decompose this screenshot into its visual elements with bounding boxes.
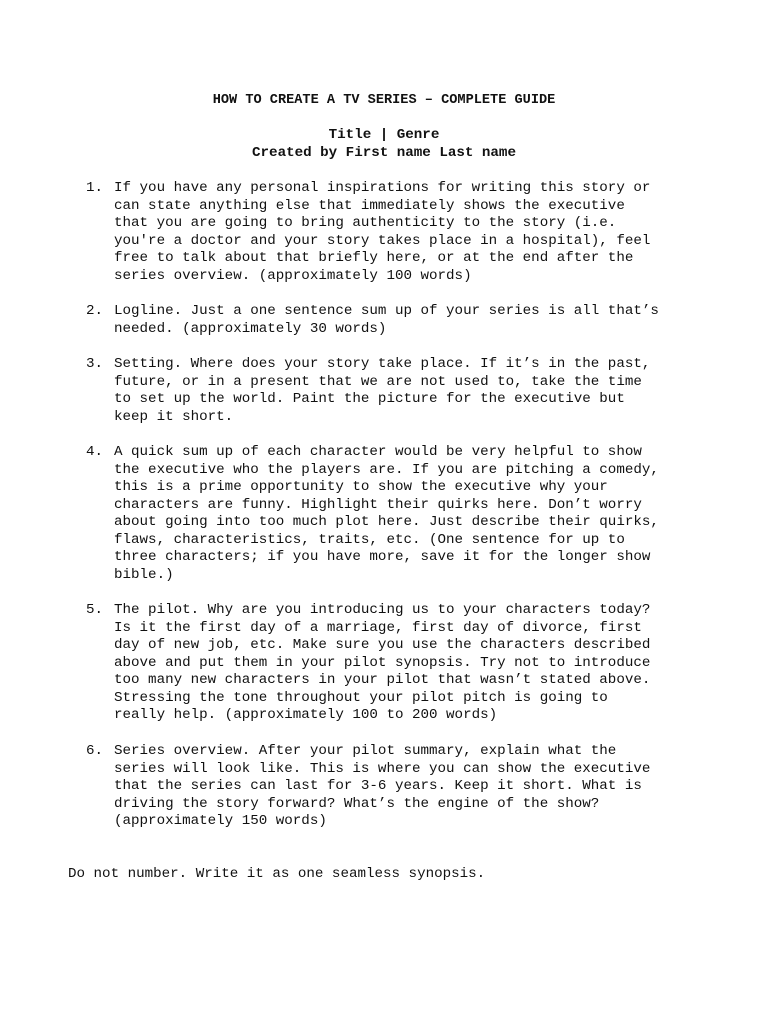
list-item-number: 2. <box>86 303 104 319</box>
list-item-number: 6. <box>86 743 104 759</box>
text-line: flaws, characteristics, traits, etc. (One sentence for up to <box>114 531 625 548</box>
text-line: the executive who the players are. If you are pitching a comedy, <box>114 461 659 478</box>
text-line: above and put them in your pilot synopsis. Try not to introduce <box>114 654 651 671</box>
text-line: Is it the first day of a marriage, first day of divorce, first <box>114 619 642 636</box>
list-item-text <box>114 356 706 426</box>
text-line: keep it short. <box>114 408 234 425</box>
text-line: A quick sum up of each character would be very helpful to show <box>114 444 642 460</box>
text-line: too many new characters in your pilot that wasn’t stated above. <box>114 672 651 688</box>
list-item-text <box>114 180 706 285</box>
text-line: If you have any personal inspirations for writing this story or <box>114 180 651 196</box>
text-line: to set up the world. Paint the picture for the executive but <box>114 391 625 407</box>
text-line: The pilot. Why are you introducing us to your characters today? <box>114 602 651 618</box>
text-line: future, or in a present that we are not used to, take the time <box>114 373 642 390</box>
list-item <box>86 180 706 285</box>
text-line: bible.) <box>114 566 174 583</box>
text-line: day of new job, etc. Make sure you use the characters described <box>114 637 651 653</box>
list-item <box>86 356 706 426</box>
text-line: about going into too much plot here. Just describe their quirks, <box>114 514 659 530</box>
list-item <box>86 743 706 831</box>
list-item-text <box>114 444 706 584</box>
list-item <box>86 444 706 584</box>
text-line: can state anything else that immediately shows the executive <box>114 197 625 214</box>
list-item-text <box>114 602 706 725</box>
text-line: really help. (approximately 100 to 200 words) <box>114 707 498 723</box>
list-item-number: 4. <box>86 444 104 460</box>
text-line: this is a prime opportunity to show the executive why your <box>114 479 608 495</box>
text-line: that you are going to bring authenticity to the story (i.e. <box>114 215 617 231</box>
list-item-number: 5. <box>86 602 104 618</box>
title-genre-line: Title | Genre <box>328 127 440 143</box>
text-line: Series overview. After your pilot summary, explain what the <box>114 743 617 759</box>
list-item-number: 3. <box>86 356 104 372</box>
text-line: series overview. (approximately 100 words) <box>114 267 472 284</box>
text-line: Stressing the tone throughout your pilot pitch is going to <box>114 689 608 706</box>
list-item-text <box>114 743 706 831</box>
footer-note: Do not number. Write it as one seamless synopsis. <box>68 866 486 882</box>
document-heading: HOW TO CREATE A TV SERIES – COMPLETE GUIDE <box>212 93 556 108</box>
text-line: that the series can last for 3-6 years. Keep it short. What is <box>114 778 642 794</box>
text-line: you're a doctor and your story takes place in a hospital), feel <box>114 232 651 249</box>
text-line: three characters; if you have more, save it for the longer show <box>114 549 651 565</box>
text-line: needed. (approximately 30 words) <box>114 320 387 337</box>
list-item <box>86 303 706 338</box>
text-line: free to talk about that briefly here, or at the end after the <box>114 250 634 266</box>
list-item-text <box>114 303 706 338</box>
list-item-number: 1. <box>86 180 104 196</box>
text-line: Logline. Just a one sentence sum up of your series is all that’s <box>114 303 659 319</box>
byline: Created by First name Last name <box>252 145 516 161</box>
list-item <box>86 602 706 725</box>
text-line: series will look like. This is where you can show the executive <box>114 760 651 777</box>
text-line: driving the story forward? What’s the engine of the show? <box>114 795 600 812</box>
text-line: Setting. Where does your story take place. If it’s in the past, <box>114 356 651 372</box>
text-line: (approximately 150 words) <box>114 813 327 829</box>
text-line: characters are funny. Highlight their quirks here. Don’t worry <box>114 496 642 513</box>
